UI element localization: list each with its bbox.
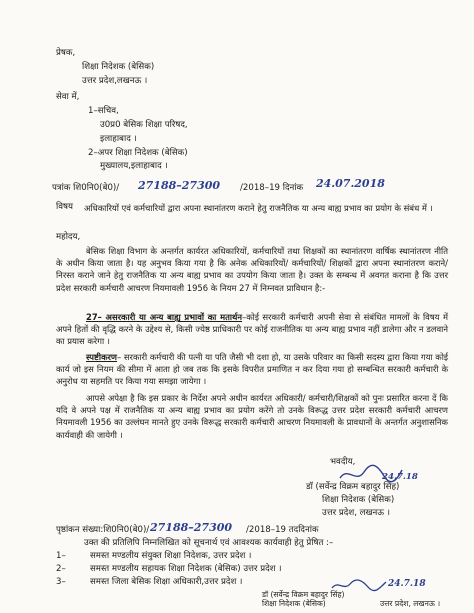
body-paragraph-1: बेसिक शिक्षा विभाग के अन्तर्गत कार्यरत अधिकारियों, कर्मचारियों तथा शिक्षकों का स्थानांतरण वार्षिक स्थानांतरण नीति के अधीन किया जाता है। यह अनुभव किया गया है कि अनेक अधिकारियों/ कर्मचारियों/ शिक्षकों द्वारा अपना स्थानांतरण कराने/निरस्त कराने जाने हेतु राजनैतिक या अन्य बाह्य प्रभाव का उपयोग किया जाता है। उक्त के सम्बन्ध में अवगत कराना है कि उत्तर प्रदेश सरकारी कर्मचारी आचरण नियमावली 1956 के नियम 27 में निम्नवत प्राविधान है:- <box>56 246 448 293</box>
subject-text: अधिकारियों एवं कर्मचारियों द्वारा अपना स्थानांतरण कराने हेतु राजनैतिक या अन्य बाह्य प्रभाव का प्रयोग के संबंध में । <box>84 203 433 213</box>
signature-2-designation: शिक्षा निदेशक (बेसिक) <box>262 599 326 608</box>
recipients-label: सेवा में, <box>56 92 80 102</box>
rule-27-text: –कोई सरकारी कर्मचारी अपनी सेवा से संबंधित मामलों के विषय में अपने हितों की वृद्धि करने के उद्देश्य से, किसी ज्येष्ठ प्राधिकारी पर कोई राजनीतिक या अन्य बाह्य प्रभाव नहीं डालेगा और न डलवाने का प्रयास करेगा । <box>56 312 448 347</box>
signature-1-designation: शिक्षा निदेशक (बेसिक) <box>322 495 395 505</box>
letter-ref-prefix: पत्रांक शि0नि0(बे0)/ <box>52 183 120 193</box>
endorsement-item-1-text: समस्त मण्डलीय संयुक्त शिक्षा निदेशक, उत्तर प्रदेश । <box>90 551 252 561</box>
sender-designation: शिक्षा निदेशक (बेसिक) <box>82 62 155 72</box>
recipient-1-place: इलाहाबाद । <box>100 134 137 144</box>
closing: भवदीय, <box>330 457 356 467</box>
clarification-text: – सरकारी कर्मचारी की पत्नी या पति जैसी भी दशा हो, या उसके परिवार का किसी सदस्य द्वारा किया गया कोई कार्य जो इस नियम की सीमा में आता हो जब तक कि इसके विपरीत प्रमाणित न कर दिया गया हो सम्बन्धित सरकारी कर्मचारी के अनुरोध या सहमति पर किया गया समझा जायेगा । <box>56 352 448 387</box>
recipient-2-title: 2–अपर शिक्षा निदेशक (बेसिक) <box>88 148 188 158</box>
subject-label: विषय <box>56 202 73 212</box>
letter-ref-year: /2018–19 दिनांक <box>240 183 304 193</box>
endorsement-item-2-text: समस्त मण्डलीय सहायक शिक्षा निदेशक (बेसिक) उत्तर प्रदेश । <box>90 564 282 574</box>
clarification <box>56 351 448 388</box>
signature-2-date: 24.7.18 <box>388 579 426 589</box>
rule-27 <box>56 311 448 348</box>
endorsement-item-1-num: 1– <box>56 551 66 561</box>
signature-2-place: उत्तर प्रदेश, लखनऊ । <box>380 599 441 608</box>
signature-2-name: डॉ (सर्वेन्द्र विक्रम बहादुर सिंह) <box>262 590 345 599</box>
recipient-2-place: मुख्यालय,इलाहाबाद । <box>100 161 168 171</box>
rule-27-heading: 27– असरकारी या अन्य बाह्य प्रभावों का मतार्थन <box>86 312 243 322</box>
body-paragraph-2: आपसे अपेक्षा है कि इस प्रकार के निर्देश अपने अधीन कार्यरत अधिकारी/ कर्मचारी/शिक्षकों को पुनः प्रसारित करना दें कि यदि वे अपने पक्ष में राजनैतिक या अन्य बाह्य प्रभाव का प्रयोग करेंगे तो उनके विरूद्ध उत्तर प्रदेश सरकारी कर्मचारी आचरण नियमावली 1956 का उल्लंघन मानते हुए उनके विरूद्ध सरकारी कर्मचारी आचरण नियमावली के प्रावधानों के अन्तर्गत अनुशासनिक कार्यवाही की जायेगी । <box>56 393 448 440</box>
salutation: महोदय, <box>56 232 81 242</box>
endorsement-item-3-num: 3– <box>56 577 66 587</box>
sender-label: प्रेषक, <box>56 48 76 58</box>
endorsement-intro: उक्त की प्रतिलिपि निम्नलिखित को सूचनार्थ एवं आवश्यक कार्यवाही हेतु प्रेषित :– <box>84 538 334 548</box>
signature-1-place: उत्तर प्रदेश, लखनऊ । <box>322 508 391 518</box>
endorsement-item-2-num: 2– <box>56 564 66 574</box>
letter-ref-number: 27188–27300 <box>138 179 221 192</box>
sender-place: उत्तर प्रदेश,लखनऊ । <box>82 76 148 86</box>
recipient-1-title: 1–सचिव, <box>88 106 119 116</box>
clarification-heading: स्पष्टीकरण <box>86 352 117 362</box>
signature-1-name: डॉ (सर्वेन्द्र विक्रम बहादुर सिंह) <box>306 482 400 492</box>
endorsement-item-3-text: समस्त जिला बेसिक शिक्षा अधिकारी,उत्तर प्रदेश । <box>90 577 243 587</box>
signature-1-date: 24.7.18 <box>382 472 418 482</box>
endorsement-prefix: पृष्ठांकन संख्या:शि0नि0(बे0)/ <box>56 525 150 535</box>
recipient-1-office: उ0प्र0 बेसिक शिक्षा परिषद, <box>100 120 188 130</box>
letter-ref-date: 24.07.2018 <box>316 177 385 190</box>
endorsement-year: /2018–19 तददिनांक <box>246 525 319 535</box>
endorsement-number: 27188–27300 <box>150 521 233 534</box>
